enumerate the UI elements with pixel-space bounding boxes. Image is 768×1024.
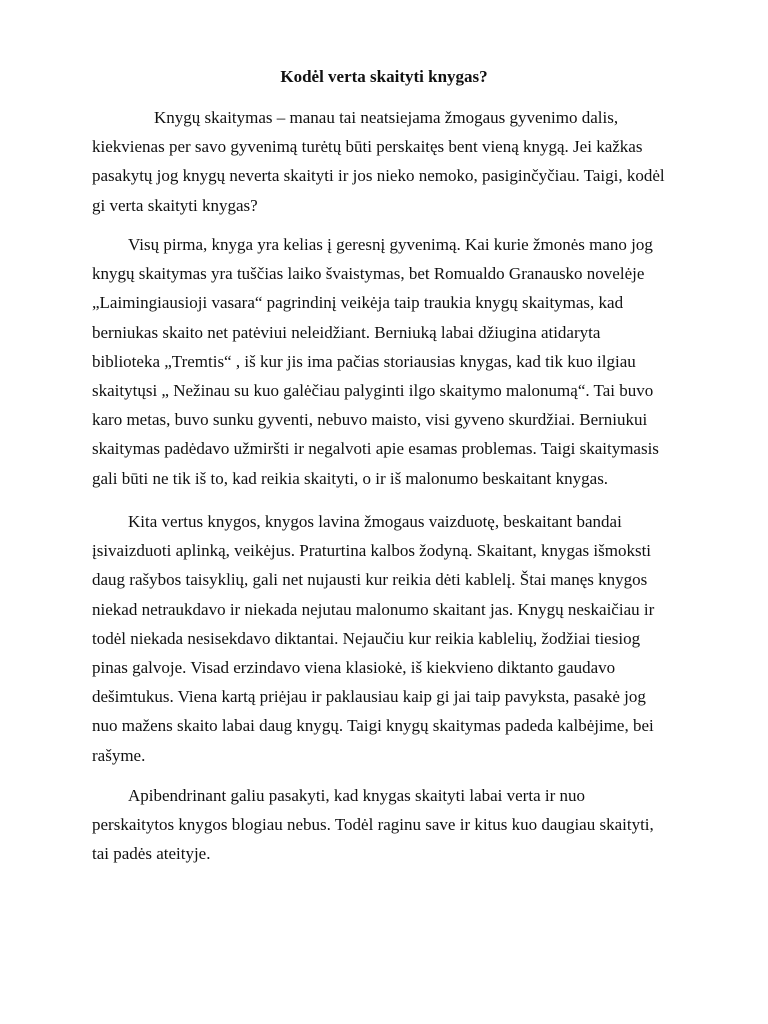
text-line: skaitytųsi „ Nežinau su kuo galėčiau palyginti ilgo skaitymo malonumą“. Tai buvo [92,381,654,401]
text-line: kiekvienas per savo gyvenimą turėtų būti perskaitęs bent vieną knygą. Jei kažkas [92,137,643,157]
text-line: daug rašybos taisyklių, gali net nujausti kur reikia dėti kablelį. Štai manęs knygos [92,570,648,590]
paragraph-4 [92,781,712,869]
text-line: karo metas, buvo sunku gyventi, nebuvo maisto, visi gyveno skurdžiai. Berniukui [92,410,648,430]
text-line: rašyme. [92,745,146,765]
text-line: Visų pirma, knyga yra kelias į geresnį gyvenimą. Kai kurie žmonės mano jog [128,235,653,254]
text-line: pinas galvoje. Visad erzindavo viena klasiokė, iš kiekvieno diktanto gaudavo [92,658,616,678]
text-line: Kita vertus knygos, knygos lavina žmogaus vaizduotę, beskaitant bandai [128,512,622,531]
text-line: Apibendrinant galiu pasakyti, kad knygas skaityti labai verta ir nuo [128,786,585,805]
paragraph-1 [92,103,712,220]
text-line: pasakytų jog knygų neverta skaityti ir jos nieko nemoko, pasiginčyčiau. Taigi, kodėl [92,166,665,186]
text-line: tai padės ateityje. [92,844,211,864]
text-line: knygų skaitymas yra tuščias laiko švaistymas, bet Romualdo Granausko novelėje [92,264,645,284]
text-line: gali būti ne tik iš to, kad reikia skaityti, o ir iš malonumo beskaitant knygas. [92,468,609,488]
text-line: gi verta skaityti knygas? [92,195,258,215]
text-line: Knygų skaitymas – manau tai neatsiejama žmogaus gyvenimo dalis, [154,108,619,127]
text-line: dešimtukus. Viena kartą priėjau ir paklausiau kaip gi jai taip pavyksta, pasakė jog [92,687,646,707]
page-title: Kodėl verta skaityti knygas? [280,67,488,86]
text-line: perskaitytos knygos blogiau nebus. Todėl raginu save ir kitus kuo daugiau skaityti, [92,815,654,835]
text-line: niekad netraukdavo ir niekada nejutau malonumo skaitant jas. Knygų neskaičiau ir [92,599,655,619]
paragraph-2 [92,230,712,493]
paragraph-3 [92,507,712,770]
text-line: skaitymas padėdavo užmiršti ir negalvoti apie esamas problemas. Taigi skaitymasis [92,439,659,459]
text-line: įsivaizduoti aplinką, veikėjus. Praturtina kalbos žodyną. Skaitant, knygas išmoksti [92,541,652,561]
text-line: „Laimingiausioji vasara“ pagrindinį veikėja taip traukia knygų skaitymas, kad [92,293,624,313]
text-line: nuo mažens skaito labai daug knygų. Taigi knygų skaitymas padeda kalbėjime, bei [92,716,654,736]
text-line: biblioteka „Tremtis“ , iš kur jis ima pačias storiausias knygas, kad tik kuo ilgiau [92,351,636,371]
text-line: todėl niekada nesisekdavo diktantai. Nejaučiu kur reikia kablelių, žodžiai tiesiog [92,628,641,648]
text-line: berniukas skaito net patėviui neleidžiant. Berniuką labai džiugina atidaryta [92,322,601,342]
